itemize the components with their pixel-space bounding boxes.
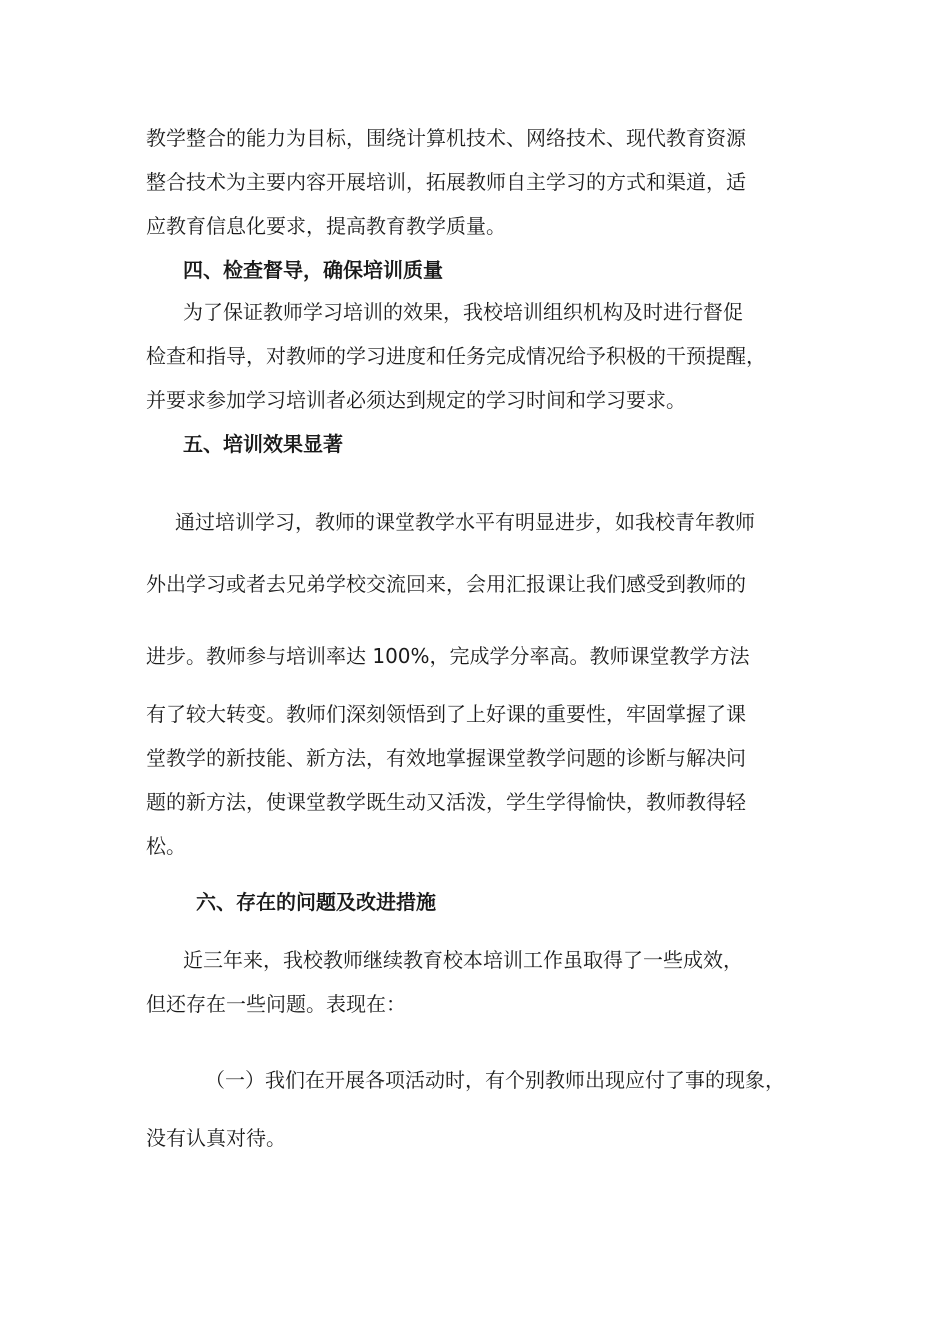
paragraph-line: 有了较大转变。教师们深刻领悟到了上好课的重要性，牢固掌握了课 <box>146 702 746 726</box>
paragraph-line: 堂教学的新技能、新方法，有效地掌握课堂教学问题的诊断与解决问 <box>146 746 746 770</box>
section-heading-5: 五、培训效果显著 <box>183 432 343 456</box>
paragraph-line: 教学整合的能力为目标，围绕计算机技术、网络技术、现代教育资源 <box>146 126 746 150</box>
paragraph-line: 松。 <box>146 834 186 858</box>
paragraph-line: 外出学习或者去兄弟学校交流回来，会用汇报课让我们感受到教师的 <box>146 572 746 596</box>
paragraph-line: 进步。教师参与培训率达 100%，完成学分率高。教师课堂教学方法 <box>146 644 750 668</box>
section-heading-4: 四、检查督导，确保培训质量 <box>183 258 443 282</box>
paragraph-line: 题的新方法，使课堂教学既生动又活泼，学生学得愉快，教师教得轻 <box>146 790 746 814</box>
paragraph-line: 但还存在一些问题。表现在： <box>146 992 406 1016</box>
paragraph-line: 没有认真对待。 <box>146 1126 286 1150</box>
paragraph-line: 近三年来，我校教师继续教育校本培训工作虽取得了一些成效， <box>183 948 743 972</box>
paragraph-line: 应教育信息化要求，提高教育教学质量。 <box>146 214 506 238</box>
list-item-line: （一）我们在开展各项活动时，有个别教师出现应付了事的现象， <box>205 1068 785 1092</box>
paragraph-line: 并要求参加学习培训者必须达到规定的学习时间和学习要求。 <box>146 388 686 412</box>
paragraph-line: 为了保证教师学习培训的效果，我校培训组织机构及时进行督促 <box>183 300 743 324</box>
paragraph-line: 通过培训学习，教师的课堂教学水平有明显进步，如我校青年教师 <box>175 510 755 534</box>
section-heading-6: 六、存在的问题及改进措施 <box>196 890 436 914</box>
paragraph-line: 检查和指导，对教师的学习进度和任务完成情况给予积极的干预提醒， <box>146 344 766 368</box>
paragraph-line: 整合技术为主要内容开展培训，拓展教师自主学习的方式和渠道，适 <box>146 170 746 194</box>
